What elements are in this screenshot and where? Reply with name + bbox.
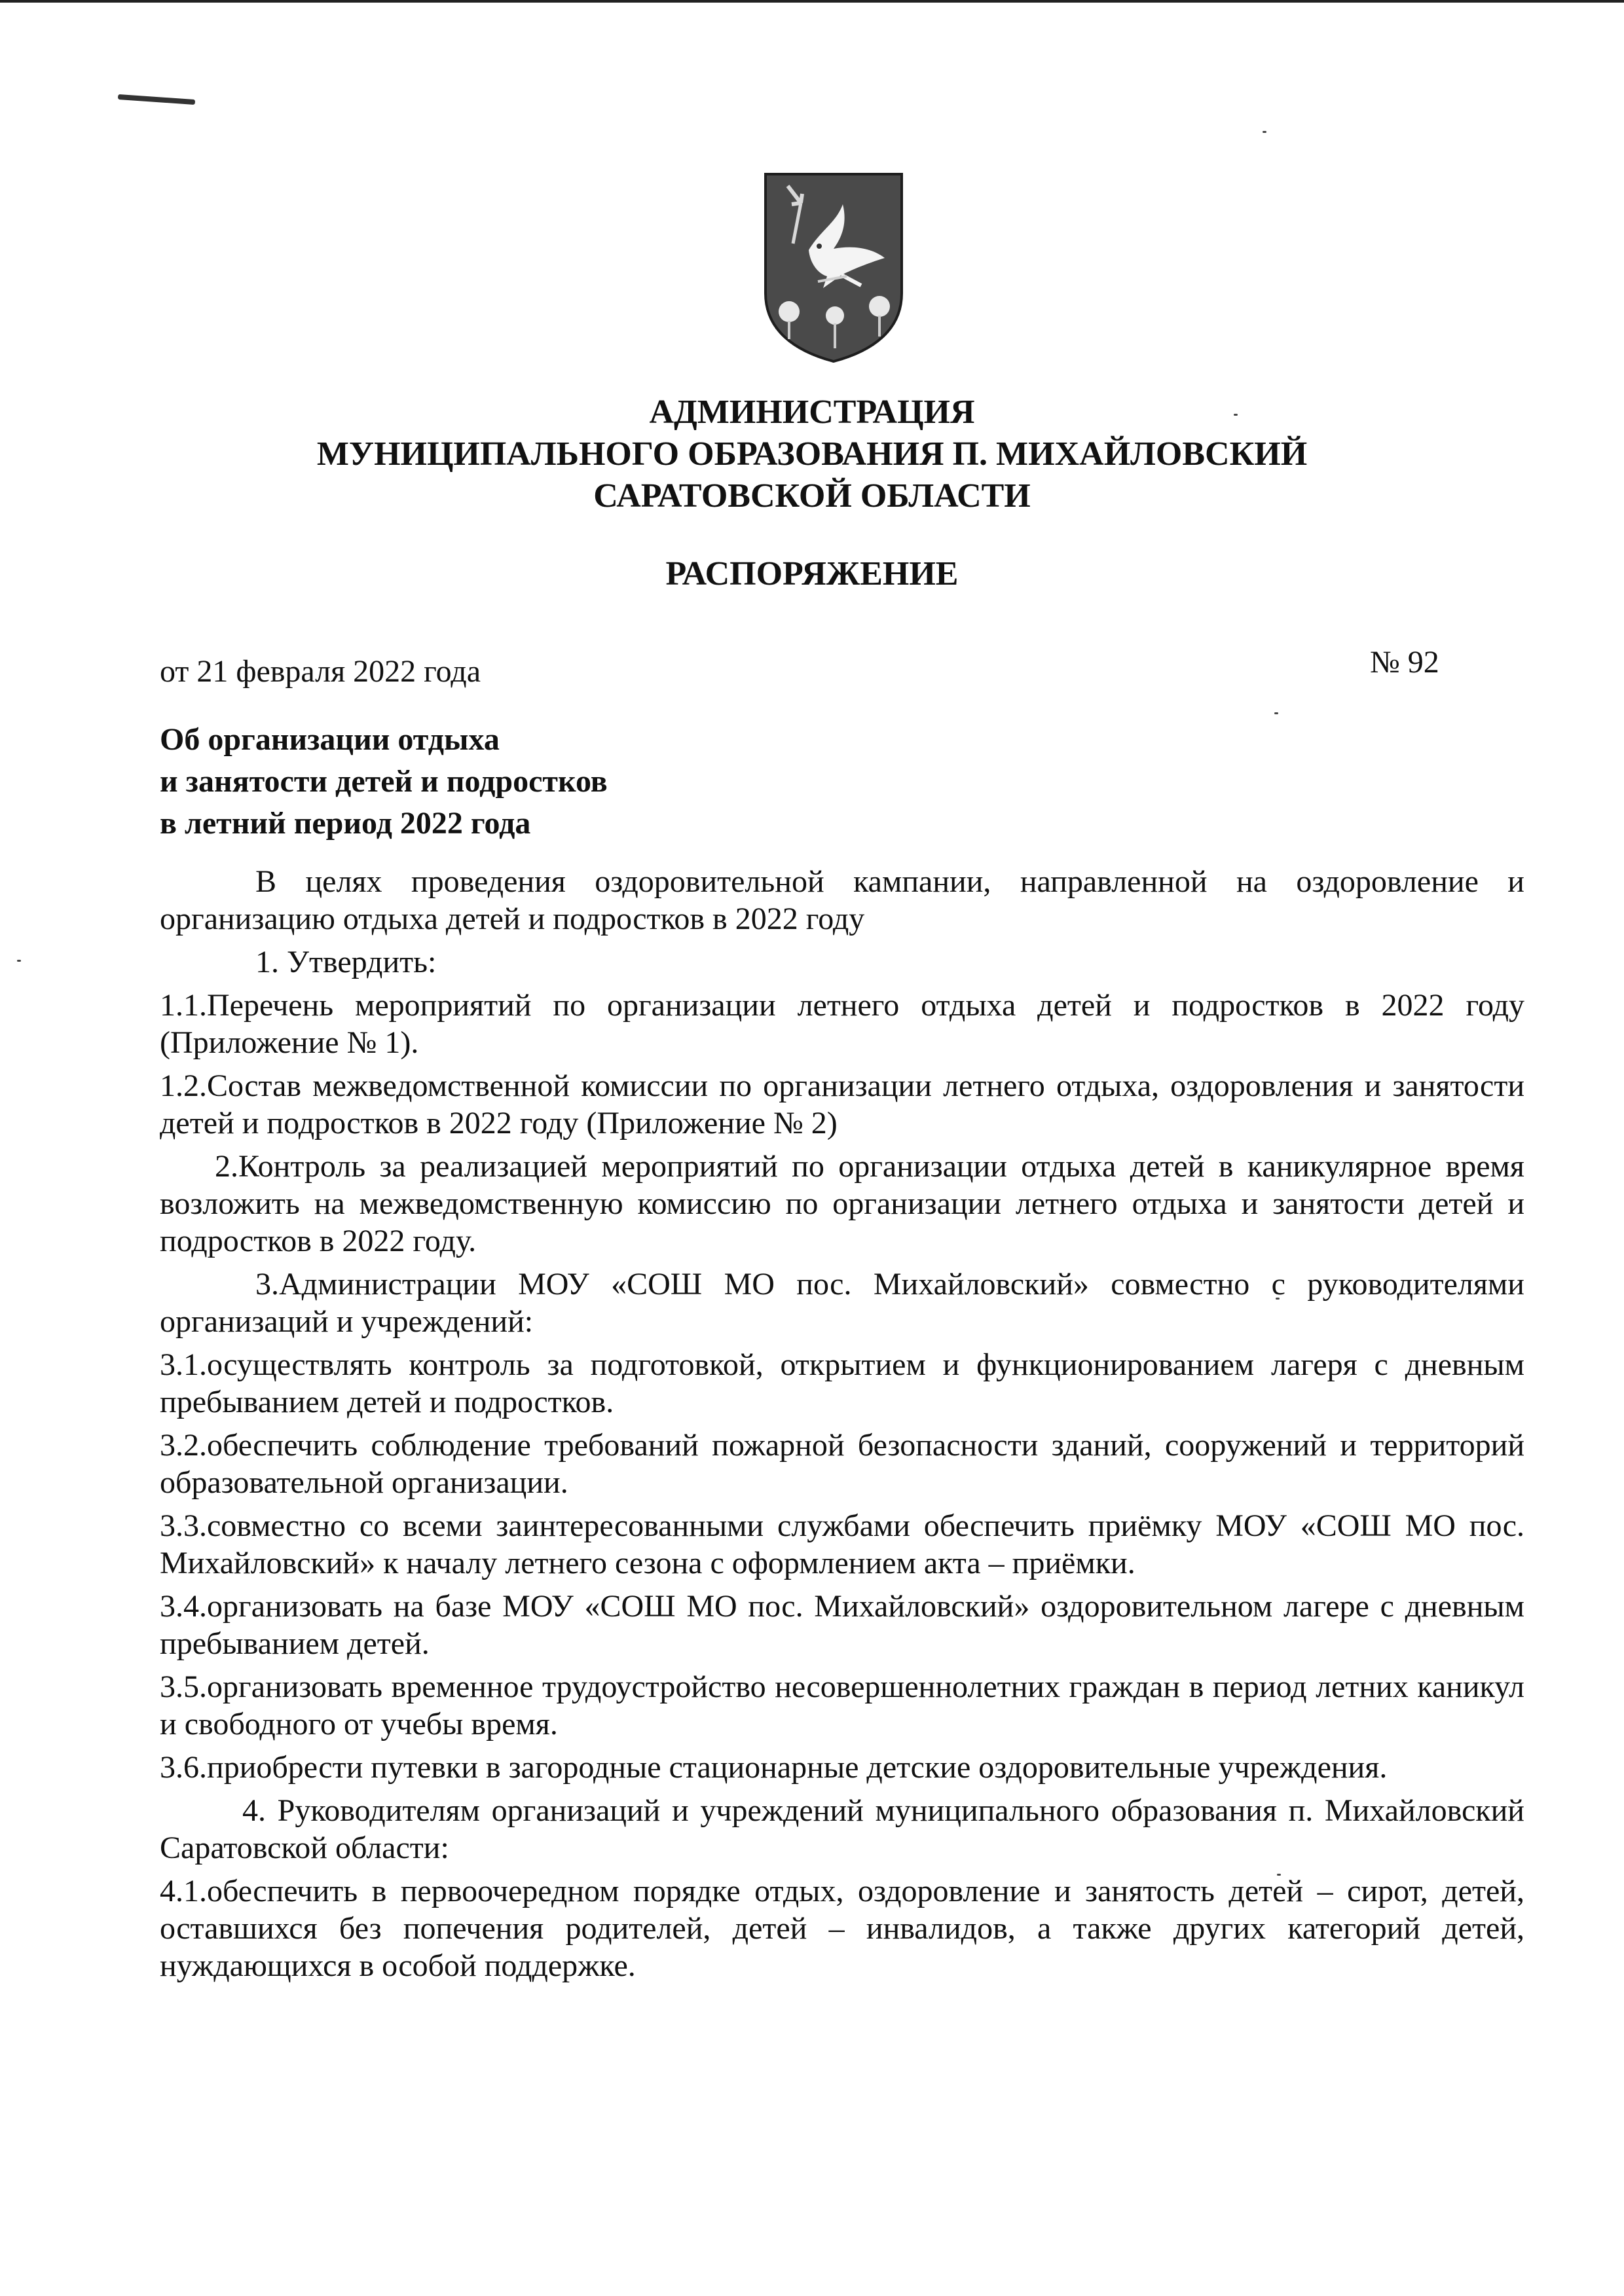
paragraph-item-3-3: 3.3.совместно со всеми заинтересованными службами обеспечить приёмку МОУ «СОШ МО пос. Михайловский» к началу летнего сезона с оформлением акта – приёмки. (160, 1508, 1524, 1580)
subject-line: Об организации отдыха (160, 722, 500, 757)
header-line: АДМИНИСТРАЦИЯ (649, 393, 975, 431)
scan-speck (1263, 131, 1266, 133)
paragraph-item-3: 3.Администрации МОУ «СОШ МО пос. Михайловский» совместно с руководителями организаций и учреждений: (160, 1267, 1524, 1339)
scan-border (0, 0, 1624, 3)
document-type: РАСПОРЯЖЕНИЕ (665, 555, 959, 592)
paragraph-item-3-2: 3.2.обеспечить соблюдение требований пожарной безопасности зданий, сооружений и территорий образовательной организации. (160, 1428, 1524, 1500)
paragraph-item-1-2: 1.2.Состав межведомственной комиссии по организации летнего отдыха, оздоровления и занятости детей и подростков в 2022 году (Приложение № 2) (160, 1068, 1524, 1140)
paragraph-item-3-6: 3.6.приобрести путевки в загородные стационарные детские оздоровительные учреждения. (160, 1750, 1388, 1785)
paragraph-item-3-4: 3.4.организовать на базе МОУ «СОШ МО пос. Михайловский» оздоровительном лагере с дневным пребыванием детей. (160, 1589, 1524, 1661)
subject-line: в летний период 2022 года (160, 806, 531, 841)
scan-speck (17, 960, 21, 962)
paragraph-item-1: 1. Утвердить: (255, 945, 437, 979)
coat-of-arms-icon (763, 172, 904, 363)
paragraph-item-3-5: 3.5.организовать временное трудоустройство несовершеннолетних граждан в период летних каникул и свободного от учебы время. (160, 1669, 1524, 1741)
paragraph-item-4: 4. Руководителям организаций и учреждений муниципального образования п. Михайловский Саратовской области: (160, 1793, 1524, 1865)
scan-speck (1274, 712, 1278, 714)
header-line: САРАТОВСКОЙ ОБЛАСТИ (593, 477, 1031, 515)
issuer-header (0, 392, 1624, 517)
document-date: от 21 февраля 2022 года (160, 654, 481, 689)
document-body (160, 863, 1524, 1990)
document-number: № 92 (1370, 645, 1439, 680)
document-subject (160, 719, 608, 845)
header-line: МУНИЦИПАЛЬНОГО ОБРАЗОВАНИЯ П. МИХАЙЛОВСКИЙ (316, 435, 1308, 473)
subject-line: и занятости детей и подростков (160, 764, 608, 799)
paragraph-item-3-1: 3.1.осуществлять контроль за подготовкой, открытием и функционированием лагеря с дневным пребыванием детей и подростков. (160, 1347, 1524, 1419)
paragraph-item-4-1: 4.1.обеспечить в первоочередном порядке отдых, оздоровление и занятость детей – сирот, детей, оставшихся без попечения родителей, детей – инвалидов, а также других категорий детей, нуждающихся в особой поддержке. (160, 1874, 1524, 1983)
paragraph-preamble: В целях проведения оздоровительной кампании, направленной на оздоровление и организацию отдыха детей и подростков в 2022 году (160, 864, 1524, 936)
scan-artifact-mark (118, 94, 195, 105)
paragraph-item-1-1: 1.1.Перечень мероприятий по организации летнего отдыха детей и подростков в 2022 году (Приложение № 1). (160, 988, 1524, 1060)
paragraph-item-2: 2.Контроль за реализацией мероприятий по организации отдыха детей в каникулярное время возложить на межведомственную комиссию по организации летнего отдыха и занятости детей и подростков в 2022 году. (160, 1149, 1524, 1258)
